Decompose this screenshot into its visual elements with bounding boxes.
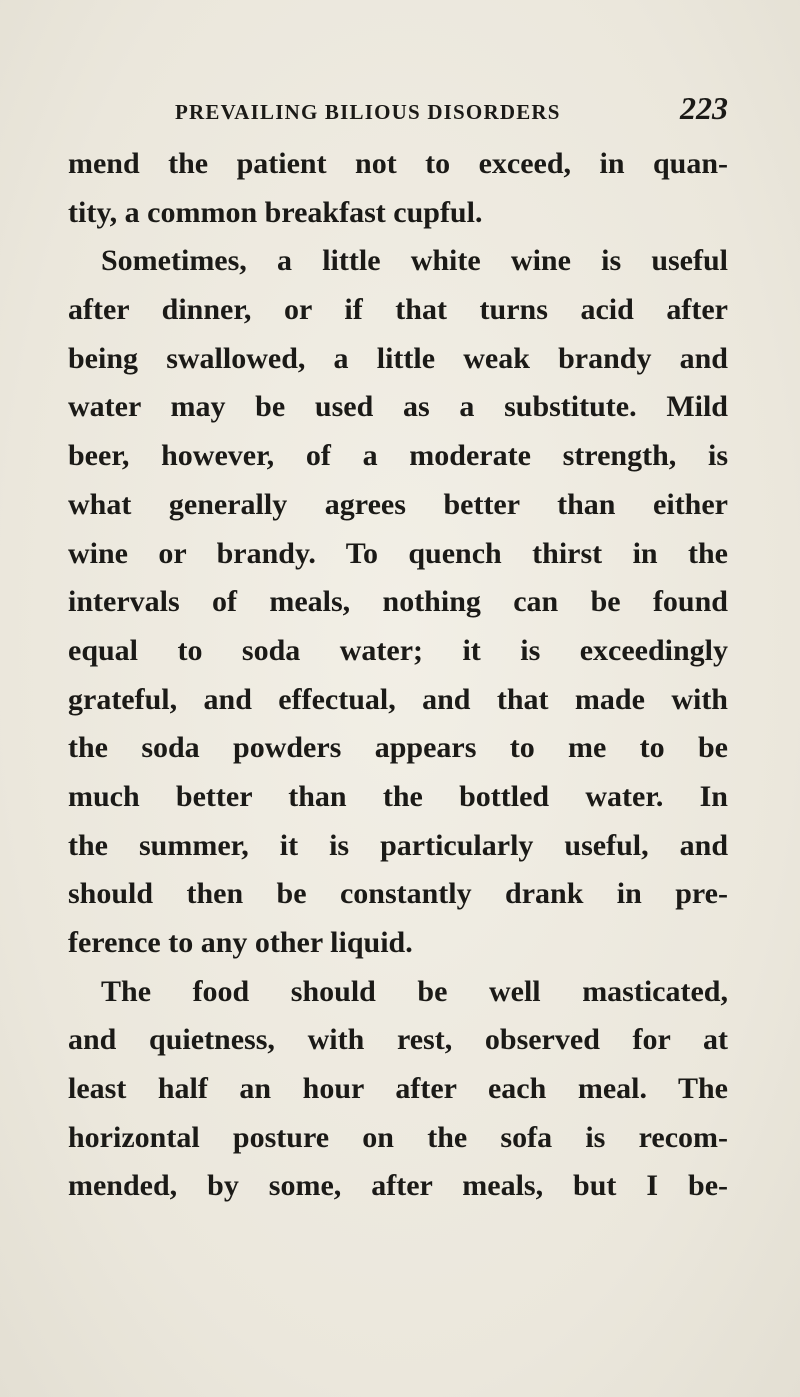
text-line: horizontal posture on the sofa is recom-	[68, 1120, 728, 1154]
body-text	[68, 140, 728, 1211]
text-line: mend the patient not to exceed, in quan-	[68, 147, 728, 180]
text-line: the summer, it is particularly useful, and	[68, 828, 728, 862]
text-line: intervals of meals, nothing can be found	[68, 585, 728, 619]
text-line: beer, however, of a moderate strength, is	[68, 439, 728, 473]
text-line: the soda powders appears to me to be	[68, 731, 728, 765]
text-line: water may be used as a substitute. Mild	[68, 390, 728, 424]
text-line: mended, by some, after meals, but I be-	[68, 1169, 728, 1203]
text-line: equal to soda water; it is exceedingly	[68, 633, 728, 667]
text-line: what generally agrees better than either	[68, 487, 728, 521]
text-line: least half an hour after each meal. The	[68, 1072, 728, 1106]
running-head	[150, 90, 728, 130]
text-line: should then be constantly drank in pre-	[68, 877, 728, 911]
text-line: and quietness, with rest, observed for at	[68, 1023, 728, 1057]
text-line: Sometimes, a little white wine is useful	[101, 244, 728, 278]
running-title: PREVAILING BILIOUS DISORDERS	[175, 100, 561, 124]
text-line: ference to any other liquid.	[68, 926, 413, 959]
text-line: grateful, and effectual, and that made with	[68, 682, 728, 716]
text-line: tity, a common breakfast cupful.	[68, 195, 483, 229]
text-line: after dinner, or if that turns acid after	[68, 293, 728, 327]
text-line: The food should be well masticated,	[101, 974, 728, 1008]
text-line: much better than the bottled water. In	[68, 779, 728, 813]
text-line: being swallowed, a little weak brandy and	[68, 341, 728, 375]
text-line: wine or brandy. To quench thirst in the	[68, 536, 728, 570]
page-number: 223	[680, 90, 728, 126]
